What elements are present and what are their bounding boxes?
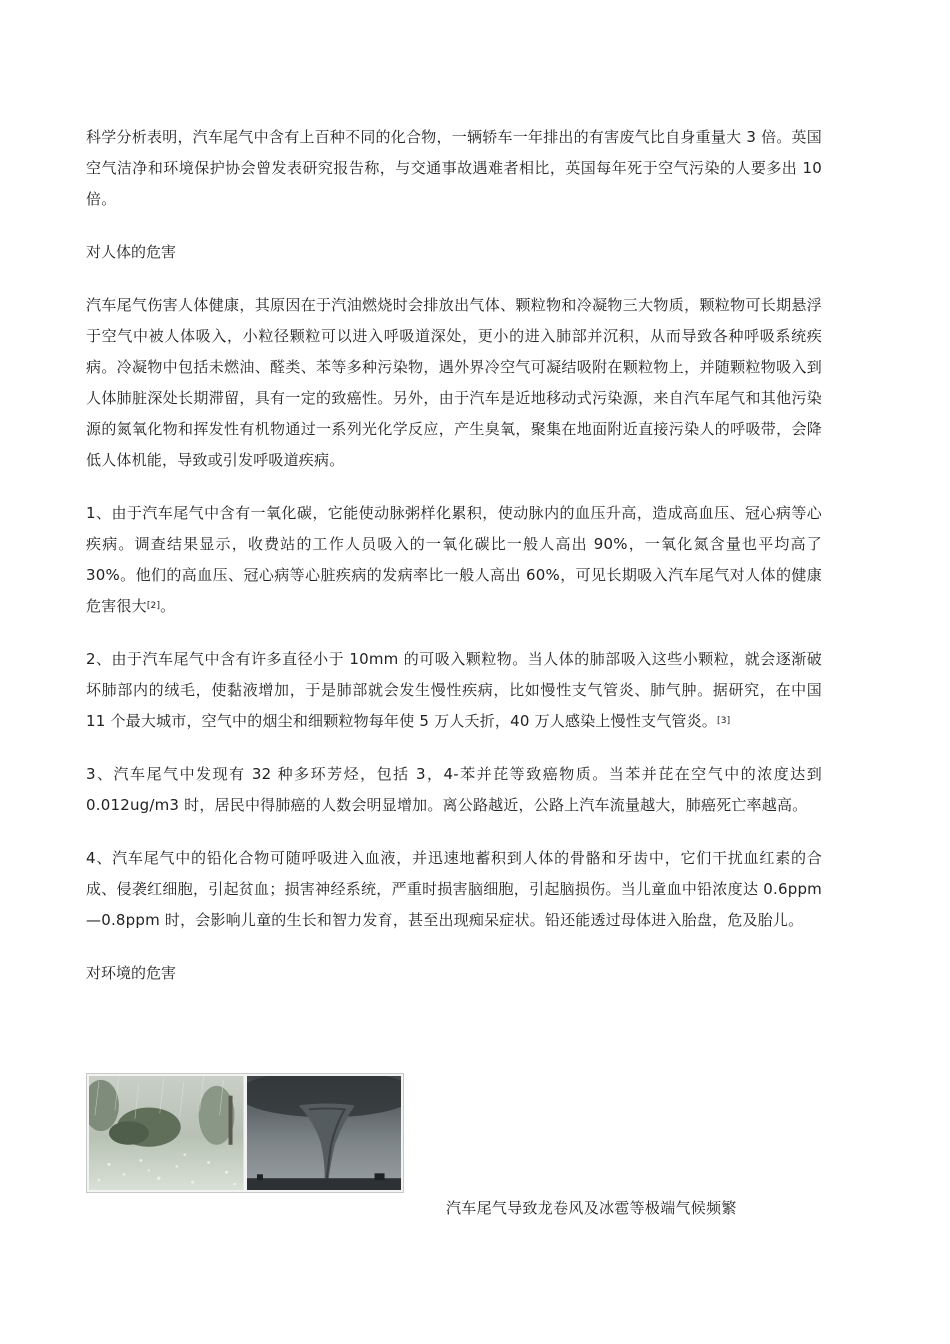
heading-environment: 对环境的危害: [86, 964, 177, 982]
list-item: [86, 644, 822, 737]
figure-photos: [86, 1073, 404, 1193]
citation-ref[interactable]: [3]: [717, 716, 731, 726]
list-item-text: 4、汽车尾气中的铅化合物可随呼吸进入血液，并迅速地蓄积到人体的骨骼和牙齿中，它们干扰血红素的合成、侵袭红细胞，引起贫血；损害神经系统，严重时损害脑细胞，引起脑损伤。当儿童血中铅浓度达 0.6ppm—0.8ppm 时，会影响儿童的生长和智力发育，甚至出现痴呆症状。铅还能透过母体进入胎盘，危及胎儿。: [86, 849, 822, 929]
list-item-text: 1、由于汽车尾气中含有一氧化碳，它能使动脉粥样化累积，使动脉内的血压升高，造成高血压、冠心病等心疾病。调查结果显示，收费站的工作人员吸入的一氧化碳比一般人高出 90%，一氧化氮含量也平均高了 30%。他们的高血压、冠心病等心脏疾病的发病率比一般人高出 60%，可见长期吸入汽车尾气对人体的健康危害很大: [86, 504, 822, 615]
list-item: [86, 498, 822, 622]
tornado-photo: [247, 1076, 402, 1190]
list-item-text: 3、汽车尾气中发现有 32 种多环芳烃，包括 3，4-苯并芘等致癌物质。当苯并芘在空气中的浓度达到 0.012ug/m3 时，居民中得肺癌的人数会明显增加。离公路越近，公路上汽车流量越大，肺癌死亡率越高。: [86, 765, 822, 814]
figure-caption: 汽车尾气导致龙卷风及冰雹等极端气候频繁: [446, 1199, 737, 1217]
article-body: [86, 122, 822, 1011]
list-item: [86, 843, 822, 936]
list-item: [86, 759, 822, 821]
hail-storm-photo: [89, 1076, 244, 1190]
health-paragraph: 汽车尾气伤害人体健康，其原因在于汽油燃烧时会排放出气体、颗粒物和冷凝物三大物质，颗粒物可长期悬浮于空气中被人体吸入，小粒径颗粒可以进入呼吸道深处，更小的进入肺部并沉积，从而导致各种呼吸系统疾病。冷凝物中包括未燃油、醛类、苯等多种污染物，遇外界冷空气可凝结吸附在颗粒物上，并随颗粒物吸入到人体肺脏深处长期滞留，具有一定的致癌性。另外，由于汽车是近地移动式污染源，来自汽车尾气和其他污染源的氮氧化物和挥发性有机物通过一系列光化学反应，产生臭氧，聚集在地面附近直接污染人的呼吸带，会降低人体机能，导致或引发呼吸道疾病。: [86, 296, 822, 469]
citation-ref[interactable]: [2]: [146, 601, 161, 611]
list-item-tail: 。: [160, 597, 176, 615]
list-item-text: 2、由于汽车尾气中含有许多直径小于 10mm 的可吸入颗粒物。当人体的肺部吸入这些小颗粒，就会逐渐破坏肺部内的绒毛，使黏液增加，于是肺部就会发生慢性疾病，比如慢性支气管炎、肺气肿。据研究，在中国 11 个最大城市，空气中的烟尘和细颗粒物每年使 5 万人夭折，40 万人感染上慢性支气管炎。: [86, 650, 822, 730]
intro-paragraph: 科学分析表明，汽车尾气中含有上百种不同的化合物，一辆轿车一年排出的有害废气比自身重量大 3 倍。英国空气洁净和环境保护协会曾发表研究报告称，与交通事故遇难者相比，英国每年死于空气污染的人要多出 10 倍。: [86, 128, 822, 208]
heading-health: 对人体的危害: [86, 243, 177, 261]
